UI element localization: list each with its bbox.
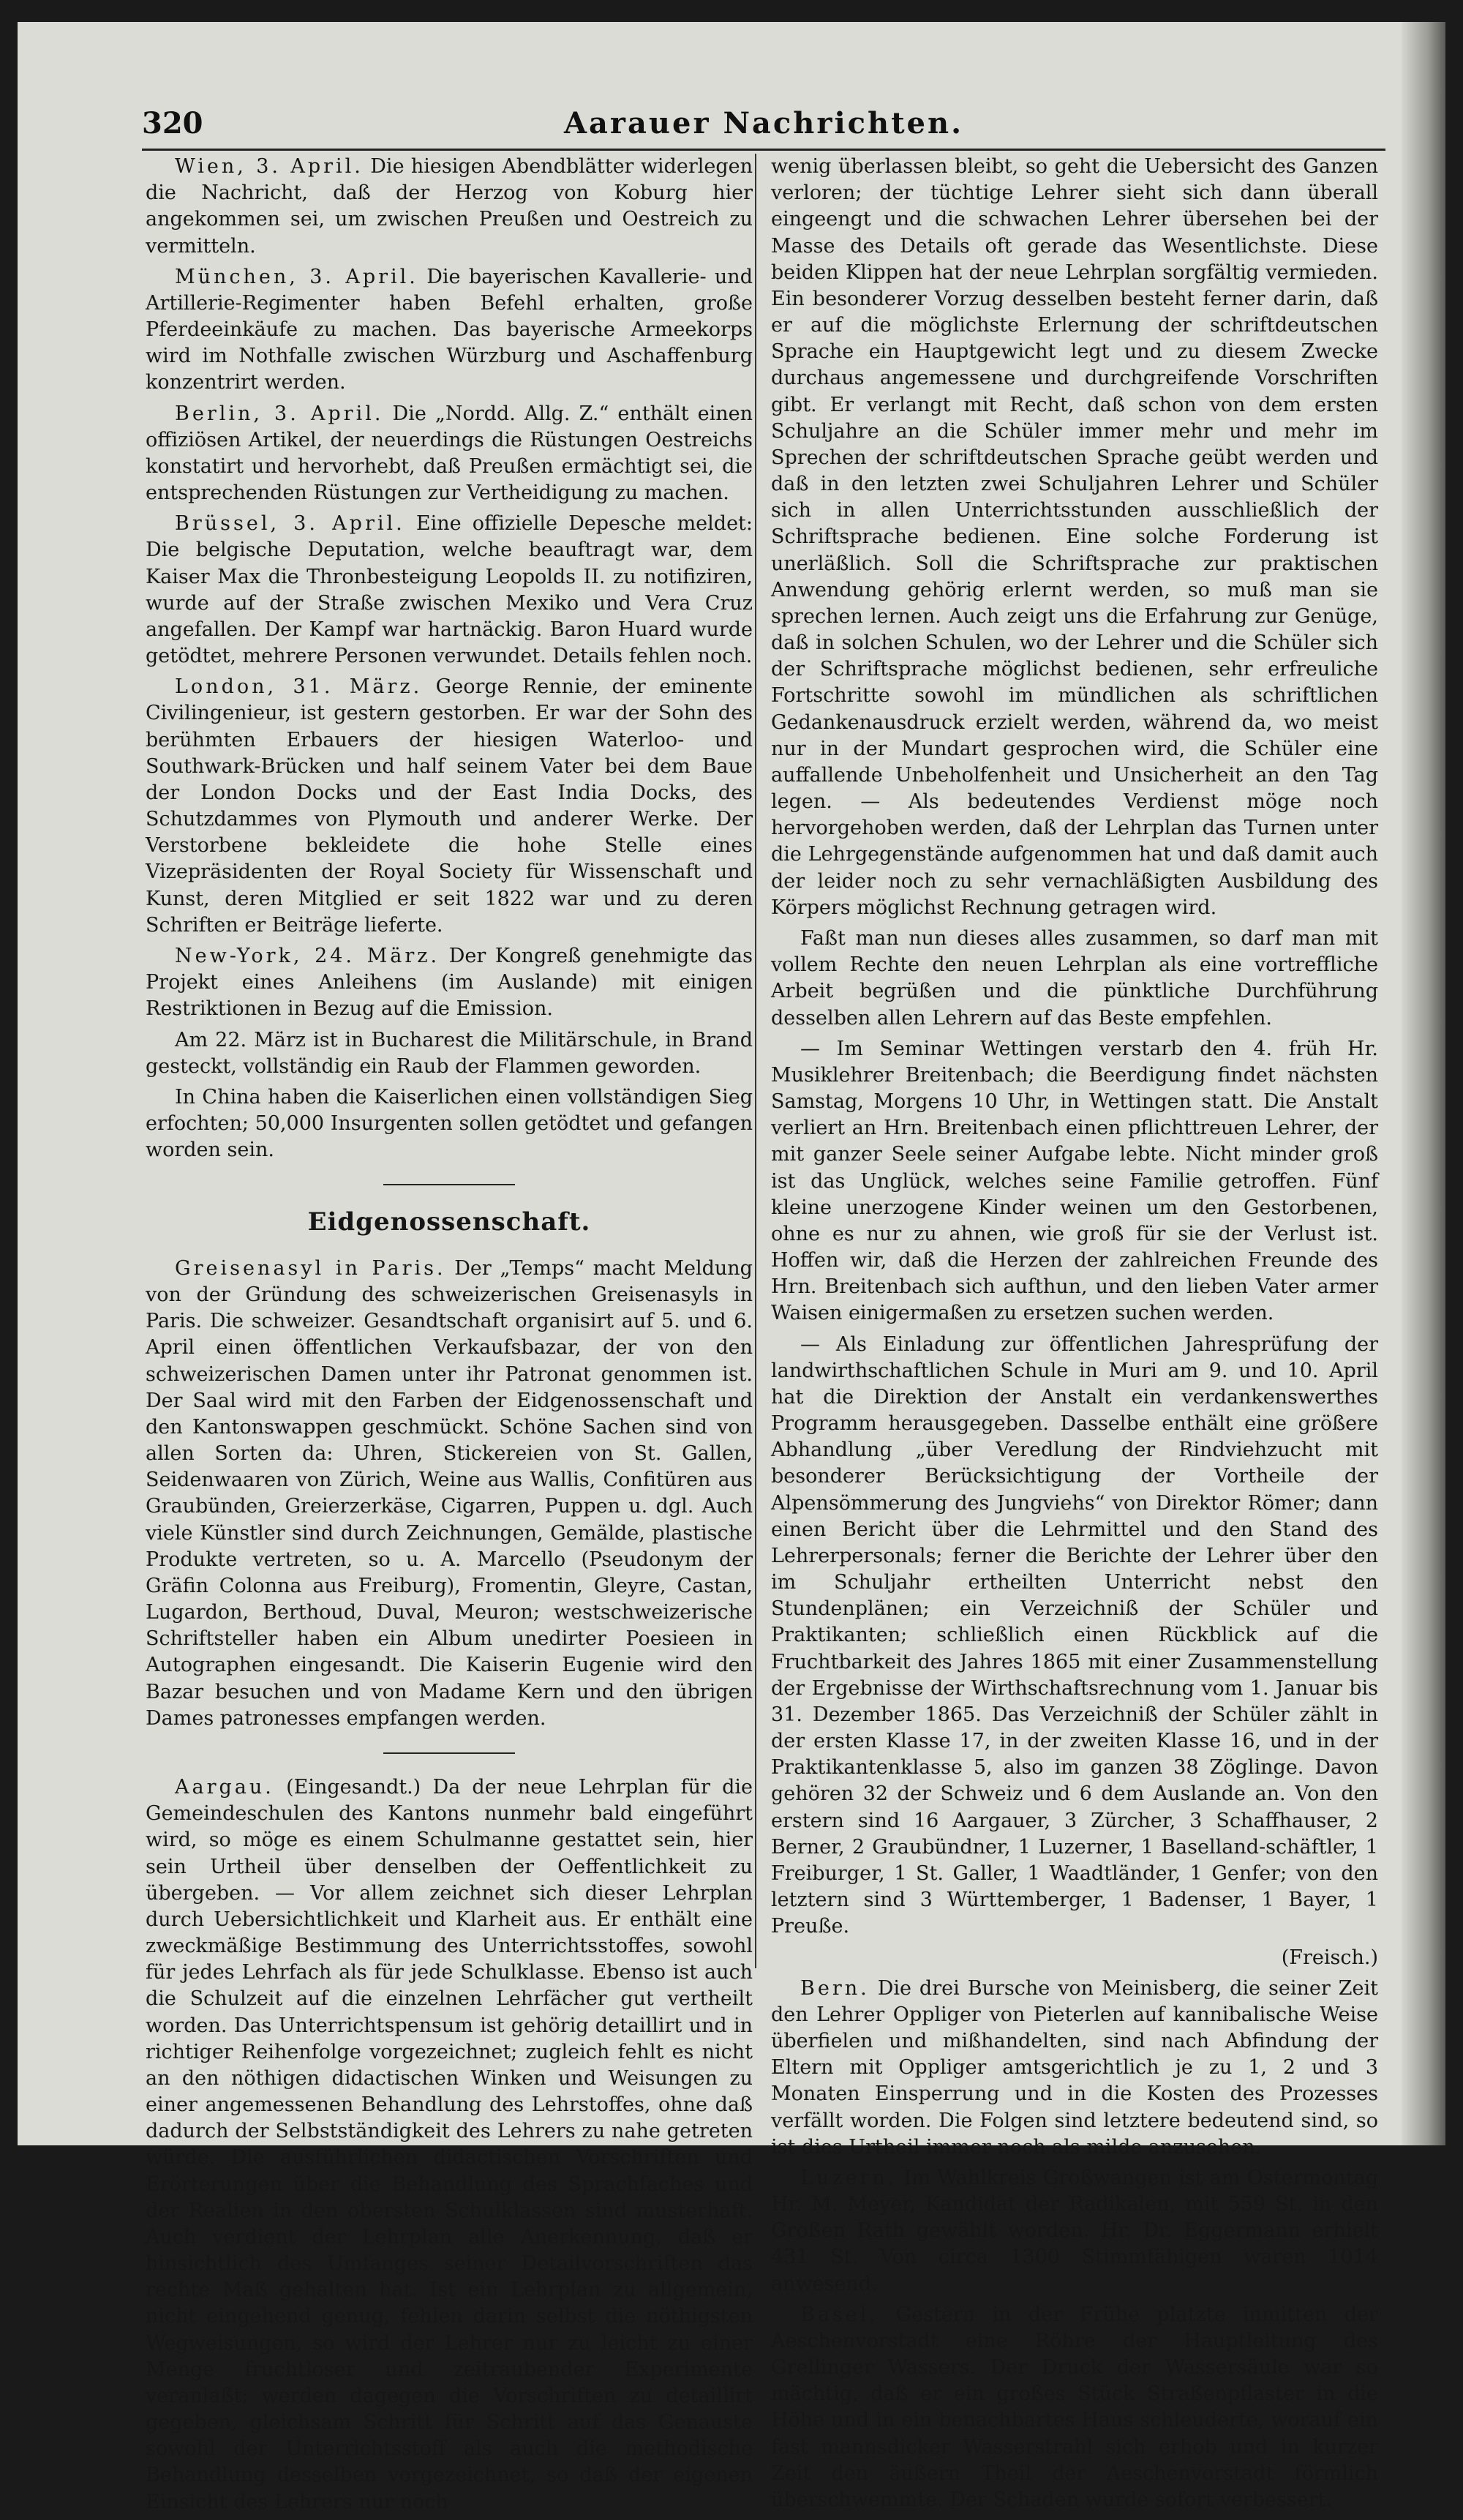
news-item-bucharest — [146, 1027, 753, 1080]
article-text: Faßt man nun dieses alles zusammen, so darf man mit vollem Rechte den neuen Lehrplan als eine vortreffliche Arbeit begrüßen und die pünktliche Durchführung desselben allen Lehrern auf das Beste empfehlen. — [771, 926, 1378, 1030]
article-text: (Eingesandt.) Da der neue Lehrplan für die Gemeindeschulen des Kantons nunmehr bald eingeführt wird, so möge es einem Schulmanne gestattet sein, hier sein Urtheil über denselben der Oeffentlichkeit zu übergeben. — Vor allem zeichnet sich dieser Lehrplan durch Uebersichtlichkeit und Klarheit aus. Er enthält eine zweckmäßige Bestimmung des Unterrichtsstoffes, sowohl für jedes Lehrfach als für jede Schulklasse. Ebenso ist auch die Schulzeit auf die einzelnen Lehrfächer gut vertheilt worden. Das Unterrichtspensum ist gehörig detaillirt und in richtiger Reihenfolge vorgezeichnet; zugleich fehlt es nicht an den nöthigen didactischen Winken und Weisungen zu einer angemessenen Behandlung des Lehrstoffes, ohne daß dadurch der Selbstständigkeit des Lehrers zu nahe getreten würde. Die ausführlichen didactischen Vorschriften und Erörterungen über die Behandlung des Sprachfaches und der Realien in den obersten Schulklassen sind musterhaft. Auch verdient der Lehrplan alle Anerkennung, daß er hinsichtlich des Umfanges seiner Detailvorschriften das rechte Maß gehalten hat. Ist ein Lehrplan zu allgemein, nicht eingehend genug, fehlen darin selbst die nöthigsten Wegweisungen, so wird der Lehrer nur zu leicht zu einer Menge fruchtloser und zeitraubender Experimente veranlaßt; werden dagegen die Vorschriften zu detaillirt gegeben, gleichsam Schritt für Schritt auf das Genauste sowohl der Unterrichtsstoff als auch die methodische Behandlung desselben vorgezeichnet, so daß der eigenen Einsicht des Lehrers nur noch — [146, 1776, 753, 2513]
news-item-bruessel — [146, 511, 753, 670]
article-text: Die drei Bursche von Meinisberg, die seiner Zeit den Lehrer Oppliger von Pieterlen auf kannibalische Weise überfielen und mißhandelten, sind nach Abfindung der Eltern mit Oppliger amtsgerichtlich je zu 1, 2 und 3 Monaten Einsperrung und in die Kosten des Prozesses verfällt worden. Die Folgen sind letztere bedeutend sind, so ist dies Urtheil immer noch als milde anzusehen. — [771, 1976, 1378, 2159]
news-item-greisenasyl — [146, 1256, 753, 1732]
article-text: Die hiesigen Abendblätter widerlegen die Nachricht, daß der Herzog von Koburg hier angekommen sei, um zwischen Preußen und Oestreich zu vermitteln. — [146, 155, 753, 258]
news-item-wettingen — [771, 1036, 1378, 1327]
header-rule — [142, 149, 1385, 151]
article-text: wenig überlassen bleibt, so geht die Uebersicht des Ganzen verloren; der tüchtige Lehrer sieht sich dann überall eingeengt und die schwachen Lehrer übersehen bei der Masse des Details oft gerade das Wesentlichste. Diese beiden Klippen hat der neue Lehrplan sorgfältig vermieden. Ein besonderer Vorzug desselben besteht ferner darin, daß er auf die möglichste Erlernung der schriftdeutschen Sprache ein Hauptgewicht legt und zu diesem Zwecke durchaus angemessene und durchgreifende Vorschriften gibt. Er verlangt mit Recht, daß schon von dem ersten Schuljahre an die Schüler immer mehr und mehr im Sprechen der schriftdeutschen Sprache geübt werden und daß in den letzten zwei Schuljahren Lehrer und Schüler sich in allen Unterrichtsstunden ausschließlich der Schriftsprache bedienen. Eine solche Forderung ist unerläßlich. Soll die Schriftsprache zur praktischen Anwendung gehörig erlernt werden, so muß man sie sprechen lernen. Auch zeigt uns die Erfahrung zur Genüge, daß in solchen Schulen, wo der Lehrer und die Schüler sich der Schriftsprache möglichst bedienen, sehr erfreuliche Fortschritte sowohl im mündlichen als schriftlichen Gedankenausdruck erzielt werden, während da, wo meist nur in der Mundart gesprochen wird, die Schüler eine auffallende Unbeholfenheit und Unsicherheit an den Tag legen. — Als bedeutendes Verdienst möge noch hervorgehoben werden, daß der Lehrplan das Turnen unter die Lehrgegenstände aufgenommen hat und daß damit auch der leider noch zu sehr vernachläßigten Ausbildung des Körpers möglichst Rechnung getragen wird. — [771, 155, 1378, 919]
dateline: Wien, 3. April. — [175, 155, 364, 178]
article-rule — [383, 1752, 515, 1754]
article-text: Im Wahlkreis Großwangen ist am Ostermontag Hr. M. Meyer, Kandidat der Radikalen, mit 559 St. in den Großen Rath gewählt worden. Hr. Dr. Eggermann erhielt 431 St. Von circa 1300 Stimmfähigen waren 1014 anwesend. — [771, 2166, 1378, 2295]
article-text: George Rennie, der eminente Civilingenieur, ist gestern gestorben. Er war der Sohn des berühmten Erbauers der hiesigen Waterloo- und Southwark-Brücken und half seinem Vater bei dem Baue der London Docks und der East India Docks, des Schutzdammes von Plymouth und anderer Werke. Der Verstorbene bekleidete die hohe Stelle eines Vizepräsidenten der Royal Society für Wissenschaft und Kunst, deren Mitglied er seit 1822 war und zu deren Schriften er Beiträge lieferte. — [146, 675, 753, 937]
news-item-berlin — [146, 401, 753, 507]
dateline: Bern. — [800, 1976, 870, 2000]
article-text: Der „Temps“ macht Meldung von der Gründung des schweizerischen Greisenasyls in Paris. Die schweizer. Gesandtschaft organisirt auf 5. und 6. April einen öffentlichen Verkaufsbazar, der von den schweizerischen Damen unter ihr Patronat genommen ist. Der Saal wird mit den Farben der Eidgenossenschaft und den Kantonswappen geschmückt. Schöne Sachen sind von allen Sorten da: Uhren, Stickereien von St. Gallen, Seidenwaaren von Zürich, Weine aus Wallis, Confitüren aus Graubünden, Greierzerkäse, Cigarren, Puppen u. dgl. Auch viele Künstler sind durch Zeichnungen, Gemälde, plastische Produkte vertreten, so u. A. Marcello (Pseudonym der Gräfin Colonna aus Freiburg), Fromentin, Gleyre, Castan, Lugardon, Berthoud, Duval, Meuron; westschweizerische Schriftsteller haben ein Album unedirter Poesieen in Autographen eingesandt. Die Kaiserin Eugenie wird den Bazar besuchen und von Madame Kern und den übrigen Dames patronesses empfangen werden. — [146, 1256, 753, 1730]
news-item-china — [146, 1084, 753, 1164]
news-item-new-york — [146, 943, 753, 1023]
dateline: München, 3. April. — [175, 265, 418, 288]
article-text: Die „Nordd. Allg. Z.“ enthält einen offiziösen Artikel, der neuerdings die Rüstungen Oestreichs konstatirt und hervorhebt, daß Preußen ermächtigt sei, die entsprechenden Rüstungen zur Vertheidigung zu machen. — [146, 402, 753, 505]
left-column — [146, 154, 753, 2520]
aargau-conclusion — [771, 926, 1378, 1032]
article-text: Der Kongreß genehmigte das Projekt eines Anleihens (im Auslande) mit einigen Restriktionen in Bezug auf die Emission. — [146, 944, 753, 1021]
article-text: In China haben die Kaiserlichen einen vollständigen Sieg erfochten; 50,000 Insurgenten sollen getödtet und gefangen worden sein. — [146, 1085, 753, 1162]
page-edge-shadow — [1402, 22, 1445, 2145]
article-text: Eine offizielle Depesche meldet: Die belgische Deputation, welche beauftragt war, dem Kaiser Max die Thronbesteigung Leopolds II. zu notifiziren, wurde auf der Straße zwischen Mexiko und Vera Cruz angefallen. Der Kampf war hartnäckig. Baron Huard wurde getödtet, mehrere Personen verwundet. Details fehlen noch. — [146, 512, 753, 668]
article-text: — Als Einladung zur öffentlichen Jahresprüfung der landwirthschaftlichen Schule in Muri am 9. und 10. April hat die Direktion der Anstalt ein verdankenswerthes Programm herausgegeben. Dasselbe enthält eine größere Abhandlung „über Veredlung der Rindviehzucht mit besonderer Berücksichtigung der Vortheile der Alpensömmerung des Jungviehs“ von Direktor Römer; dann einen Bericht über die Lehrmittel und den Stand des Lehrerpersonals; ferner die Berichte der Lehrer über den im Schuljahr ertheilten Unterricht nebst den Stundenplänen; ein Verzeichniß der Schüler und Praktikanten; schließlich einen Rückblick auf die Fruchtbarkeit des Jahres 1865 mit einer Zusammenstellung der Ergebnisse der Wirthschaftsrechnung vom 1. Januar bis 31. Dezember 1865. Das Verzeichniß der Schüler zählt in der ersten Klasse 17, in der zweiten Klasse 16, und in der Praktikantenklasse 5, also im ganzen 38 Zöglinge. Davon gehören 32 der Schweiz und 6 dem Auslande an. Von den erstern sind 16 Aargauer, 3 Zürcher, 3 Schaffhauser, 2 Berner, 2 Graubündner, 1 Luzerner, 1 Baselland-schäftler, 1 Freiburger, 1 St. Galler, 1 Waadtländer, 1 Genfer; von den letztern sind 3 Württemberger, 1 Badenser, 1 Bayer, 1 Preuße. — [771, 1332, 1378, 1938]
section-title: Eidgenossenschaft. — [307, 1207, 591, 1237]
source-signature: (Freisch.) — [1281, 1946, 1378, 1969]
dateline: Luzern. — [800, 2166, 898, 2189]
dateline: Berlin, 3. April. — [175, 402, 384, 425]
news-item-muenchen — [146, 264, 753, 397]
dateline: Brüssel, 3. April. — [175, 512, 405, 536]
section-rule — [383, 1184, 515, 1185]
news-item-luzern — [771, 2165, 1378, 2298]
article-text: Gestern in der Frühe platzte inmitten der Aeschenvorstadt eine Röhre der Hauptleitung des Grellinger Wassers. Der Druck der Wassersäule war so mächtig, daß er ein großes Stück Straßenpflaster in die Höhe und in ein benachbartes Haus schleuderte, worauf ein fast mannsdicker Wasserstrahl sich erhob und in kurzer Zeit den äußern Theil der Aeschenvorstadt förmlich überschwemmte. Der Schaden wurde sofort verbessert. — [771, 2303, 1378, 2511]
news-item-london — [146, 674, 753, 939]
article-text: Am 22. März ist in Bucharest die Militärschule, in Brand gesteckt, vollständig ein Raub der Flammen geworden. — [146, 1028, 753, 1078]
dateline: Greisenasyl in Paris. — [175, 1256, 446, 1280]
newspaper-title: Aarauer Nachrichten. — [563, 106, 964, 140]
news-item-bern — [771, 1976, 1378, 2161]
news-item-muri — [771, 1332, 1378, 1940]
page-header — [142, 106, 1385, 150]
newspaper-page — [18, 22, 1445, 2513]
aargau-continuation — [771, 154, 1378, 921]
dateline: Basel. — [800, 2303, 879, 2326]
dateline: New-York, 24. März. — [175, 944, 440, 967]
article-text: — Im Seminar Wettingen verstarb den 4. früh Hr. Musiklehrer Breitenbach; die Beerdigung findet nächsten Samstag, Morgens 10 Uhr, in Wettingen statt. Die Anstalt verliert an Hrn. Breitenbach einen pflichttreuen Lehrer, der mit ganzer Seele seiner Aufgabe lebte. Nicht minder groß ist das Unglück, welches seine Familie getroffen. Fünf kleine unerzogene Kinder weinen um den Gestorbenen, ohne es nur zu ahnen, wie groß für sie der Verlust ist. Hoffen wir, daß die Herzen der zahlreichen Freunde des Hrn. Breitenbach sich aufthun, und den lieben Vater armer Waisen einigermaßen zu ersetzen suchen werden. — [771, 1037, 1378, 1325]
news-item-aargau — [146, 1774, 753, 2516]
page-number: 320 — [142, 106, 203, 140]
dateline: Aargau. — [175, 1776, 274, 1799]
right-column — [771, 154, 1378, 2518]
news-item-basel — [771, 2302, 1378, 2513]
column-divider — [755, 154, 756, 1968]
dateline: London, 31. März. — [175, 675, 423, 699]
article-text: Die bayerischen Kavallerie- und Artillerie-Regimenter haben Befehl erhalten, große Pferdeeinkäufe zu machen. Das bayerische Armeekorps wird im Nothfalle zwischen Würzburg und Aschaffenburg konzentrirt werden. — [146, 265, 753, 394]
news-item-wien — [146, 154, 753, 260]
